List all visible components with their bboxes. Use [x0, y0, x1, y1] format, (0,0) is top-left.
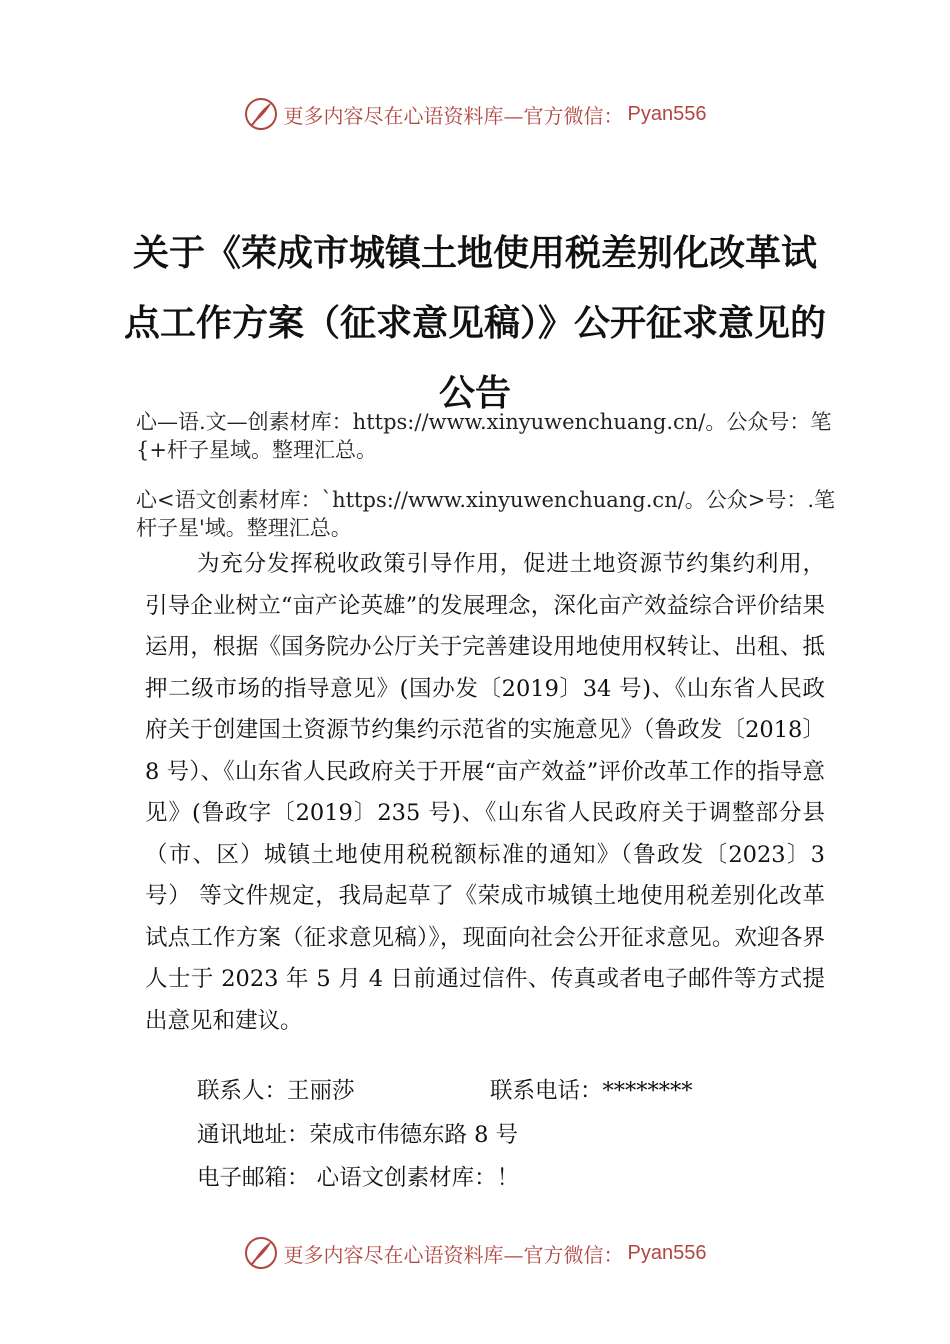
quill-pen-logo-icon: [244, 97, 278, 131]
document-title: 关于《荣成市城镇土地使用税差别化改革试点工作方案（征求意见稿）》公开征求意见的公告: [123, 232, 826, 414]
watermark-text-2: 心<语文创素材库：`https://www.xinyuwenchuang.cn/。公众>号：.笔杆子星'域。整理汇总。: [136, 488, 836, 540]
banner-wechat-id: Pyan556: [627, 1241, 707, 1264]
contact-line: [197, 1076, 693, 1106]
banner-text: 更多内容尽在心语资料库—官方微信：: [283, 1242, 624, 1267]
contact-phone: 联系电话：********: [490, 1078, 693, 1104]
watermark-text-1: 心—语.文—创素材库：https://www.xinyuwenchuang.cn/。公众号：笔{+杆子星域。整理汇总。: [136, 410, 832, 462]
contact-email: 电子邮箱： 心语文创素材库：！: [197, 1165, 520, 1191]
footer-banner: [0, 1233, 950, 1273]
contact-address: 通讯地址：荣成市伟德东路 8 号: [197, 1122, 519, 1148]
body-paragraph: 为充分发挥税收政策引导作用，促进土地资源节约集约利用，引导企业树立“亩产论英雄”的发展理念，深化亩产效益综合评价结果运用，根据《国务院办公厅关于完善建设用地使用权转让、出租、抵押二级市场的指导意见》(国办发〔2019〕34 号)、《山东省人民政府关于创建国土资源节约集约示范省的实施意见》（鲁政发〔2018〕8 号）、《山东省人民政府关于开展“亩产效益”评价改革工作的指导意见》(鲁政字〔2019〕235 号)、《山东省人民政府关于调整部分县（市、区）城镇土地使用税税额标准的通知》（鲁政发〔2023〕3 号） 等文件规定，我局起草了《荣成市城镇土地使用税差别化改革试点工作方案（征求意见稿）》，现面向社会公开征求意见。欢迎各界人士于 2023 年 5 月 4 日前通过信件、传真或者电子邮件等方式提出意见和建议。: [145, 551, 825, 1034]
banner-text: 更多内容尽在心语资料库—官方微信：: [283, 103, 624, 128]
banner-wechat-id: Pyan556: [627, 102, 707, 125]
quill-pen-logo-icon: [244, 1236, 278, 1270]
header-banner: [0, 94, 950, 134]
contact-person: 联系人：王丽莎: [197, 1078, 355, 1104]
